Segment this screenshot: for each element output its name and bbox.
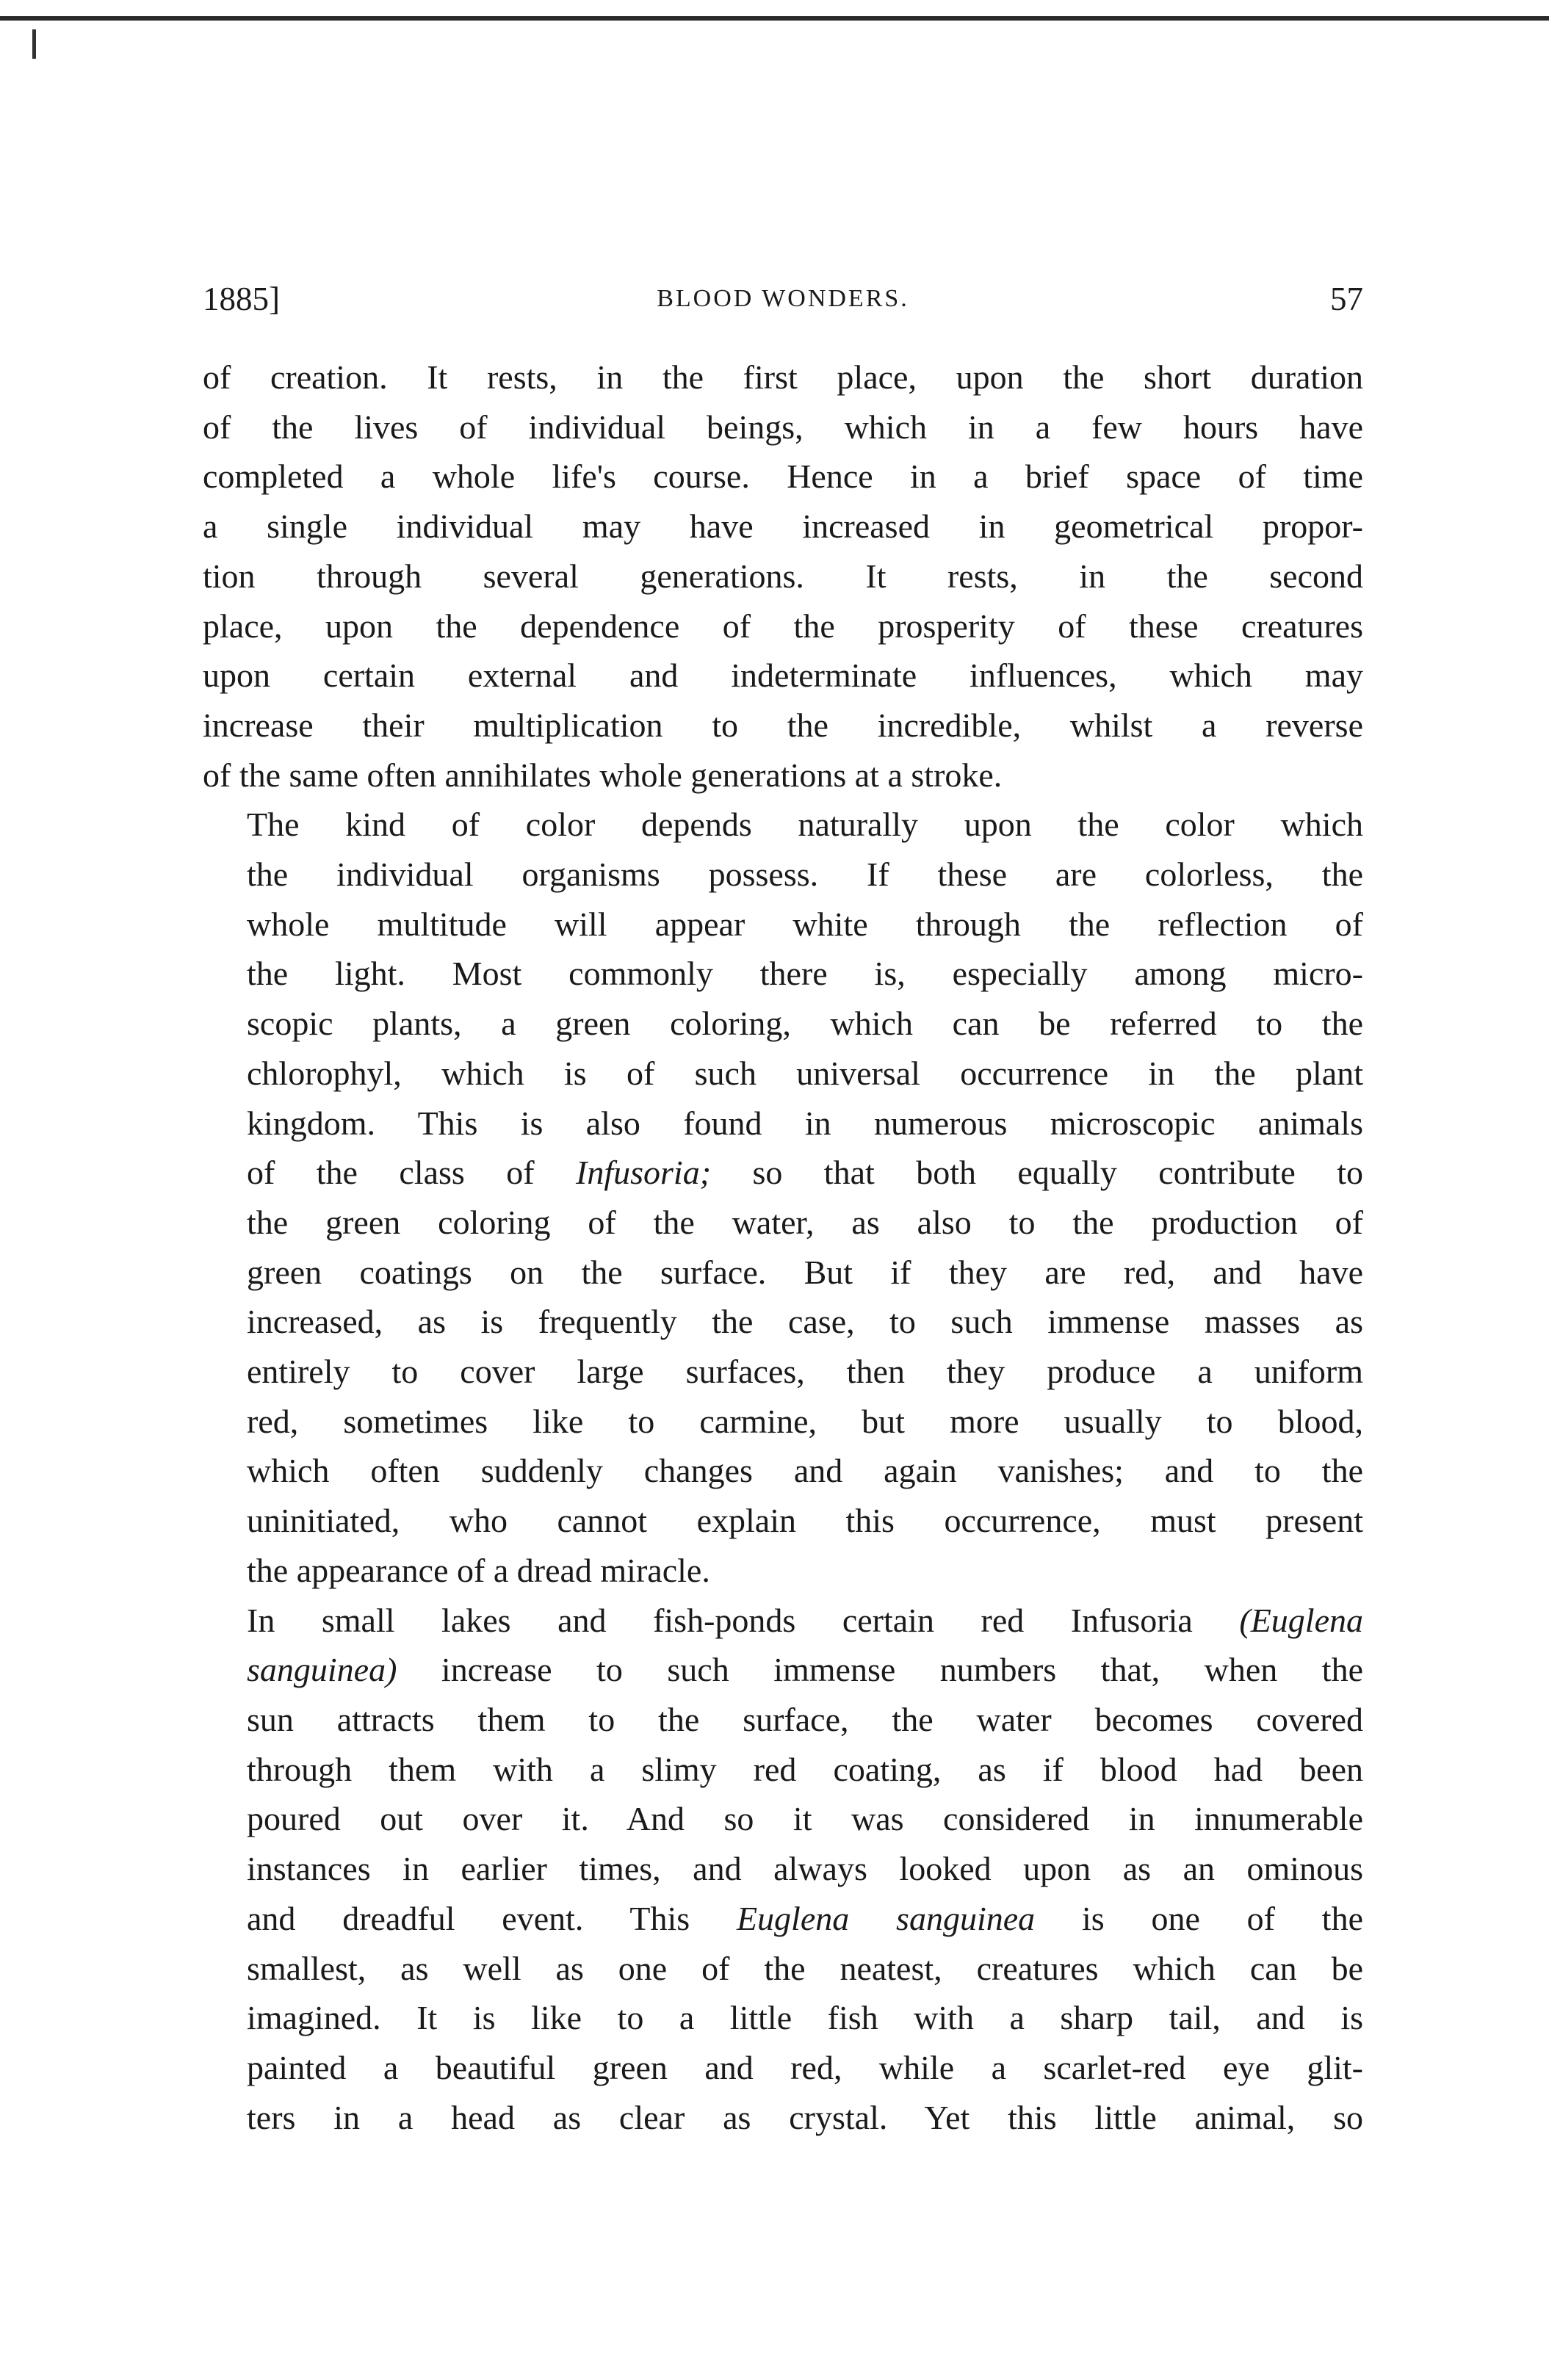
text-line: kingdom. This is also found in numerous microscopic animals: [247, 1104, 1363, 1142]
text-line: ters in a head as clear as crystal. Yet this little animal, so: [247, 2098, 1363, 2136]
header-title: BLOOD WONDERS.: [657, 285, 909, 312]
text-line: increase their multiplication to the incredible, whilst a reverse: [203, 706, 1363, 744]
text-line-euglena-open: [203, 1596, 1363, 1646]
text-line: the light. Most commonly there is, especially among micro-: [247, 955, 1363, 993]
header-year: 1885]: [203, 281, 280, 317]
text-line-euglena-sanguinea: [203, 1894, 1363, 1944]
text-line: which often suddenly changes and again vanishes; and to the: [247, 1452, 1363, 1490]
paragraph-2: [203, 800, 1363, 1595]
text-line: scopic plants, a green coloring, which can be referred to the: [247, 1005, 1363, 1043]
text-line-infusoria: [203, 1148, 1363, 1198]
text-run: is one of the: [1035, 1899, 1363, 1937]
text-line: increased, as is frequently the case, to such immense masses as: [247, 1303, 1363, 1341]
text-line: upon certain external and indeterminate influences, which may: [203, 657, 1363, 695]
top-border-rule: [0, 16, 1549, 21]
text-line: green coatings on the surface. But if they are red, and have: [247, 1253, 1363, 1291]
text-line: of creation. It rests, in the first place, upon the short duration: [203, 358, 1363, 396]
text-run: increase to such immense numbers that, when the: [397, 1651, 1363, 1689]
text-line-sanguinea: [203, 1645, 1363, 1695]
scan-edge-mark: [32, 29, 36, 59]
body-text: [203, 352, 1363, 2142]
text-line: red, sometimes like to carmine, but more usually to blood,: [247, 1402, 1363, 1440]
text-run: so that both equally contribute to: [711, 1154, 1363, 1192]
text-line: through them with a slimy red coating, as if blood had been: [247, 1750, 1363, 1788]
text-line: entirely to cover large surfaces, then they produce a uniform: [247, 1353, 1363, 1391]
text-line: completed a whole life's course. Hence in a brief space of time: [203, 457, 1363, 496]
text-line: the individual organisms possess. If these are colorless, the: [247, 856, 1363, 894]
text-line: sun attracts them to the surface, the water becomes covered: [247, 1700, 1363, 1738]
text-run: and dreadful event. This: [247, 1899, 737, 1937]
text-line: a single individual may have increased in geometrical propor-: [203, 507, 1363, 546]
text-line: imagined. It is like to a little fish with a sharp tail, and is: [247, 1999, 1363, 2037]
italic-term-sanguinea: sanguinea): [247, 1651, 397, 1689]
italic-term-infusoria: Infusoria;: [576, 1154, 712, 1192]
text-line: chlorophyl, which is of such universal occurrence in the plant: [247, 1054, 1363, 1092]
text-line: painted a beautiful green and red, while a scarlet-red eye glit-: [247, 2048, 1363, 2086]
text-line: instances in earlier times, and always looked upon as an ominous: [247, 1850, 1363, 1888]
paragraph-1: [203, 352, 1363, 800]
text-line: tion through several generations. It rests, in the second: [203, 557, 1363, 595]
running-header: [203, 273, 1363, 325]
text-run: of the class of: [247, 1154, 577, 1192]
text-line: The kind of color depends naturally upon the color which: [247, 806, 1363, 844]
text-line: whole multitude will appear white through the reflection of: [247, 905, 1363, 943]
italic-term-euglena-sanguinea: Euglena sanguinea: [736, 1899, 1036, 1937]
text-line: of the lives of individual beings, which in a few hours have: [203, 408, 1363, 446]
text-line: uninitiated, who cannot explain this occurrence, must present: [247, 1502, 1363, 1540]
text-line: smallest, as well as one of the neatest, creatures which can be: [247, 1949, 1363, 1987]
text-line: the green coloring of the water, as also to the production of: [247, 1203, 1363, 1241]
text-line: the appearance of a dread miracle.: [247, 1551, 710, 1589]
paragraph-3: [203, 1596, 1363, 2143]
text-line: of the same often annihilates whole generations at a stroke.: [203, 756, 1003, 794]
text-line: poured out over it. And so it was considered in innumerable: [247, 1800, 1363, 1838]
book-page: [203, 273, 1363, 2142]
text-line: place, upon the dependence of the prosperity of these creatures: [203, 607, 1363, 645]
text-run: In small lakes and fish-ponds certain red Infusoria: [247, 1601, 1240, 1639]
italic-term-euglena: (Euglena: [1239, 1601, 1363, 1639]
page-number: 57: [1330, 281, 1363, 317]
